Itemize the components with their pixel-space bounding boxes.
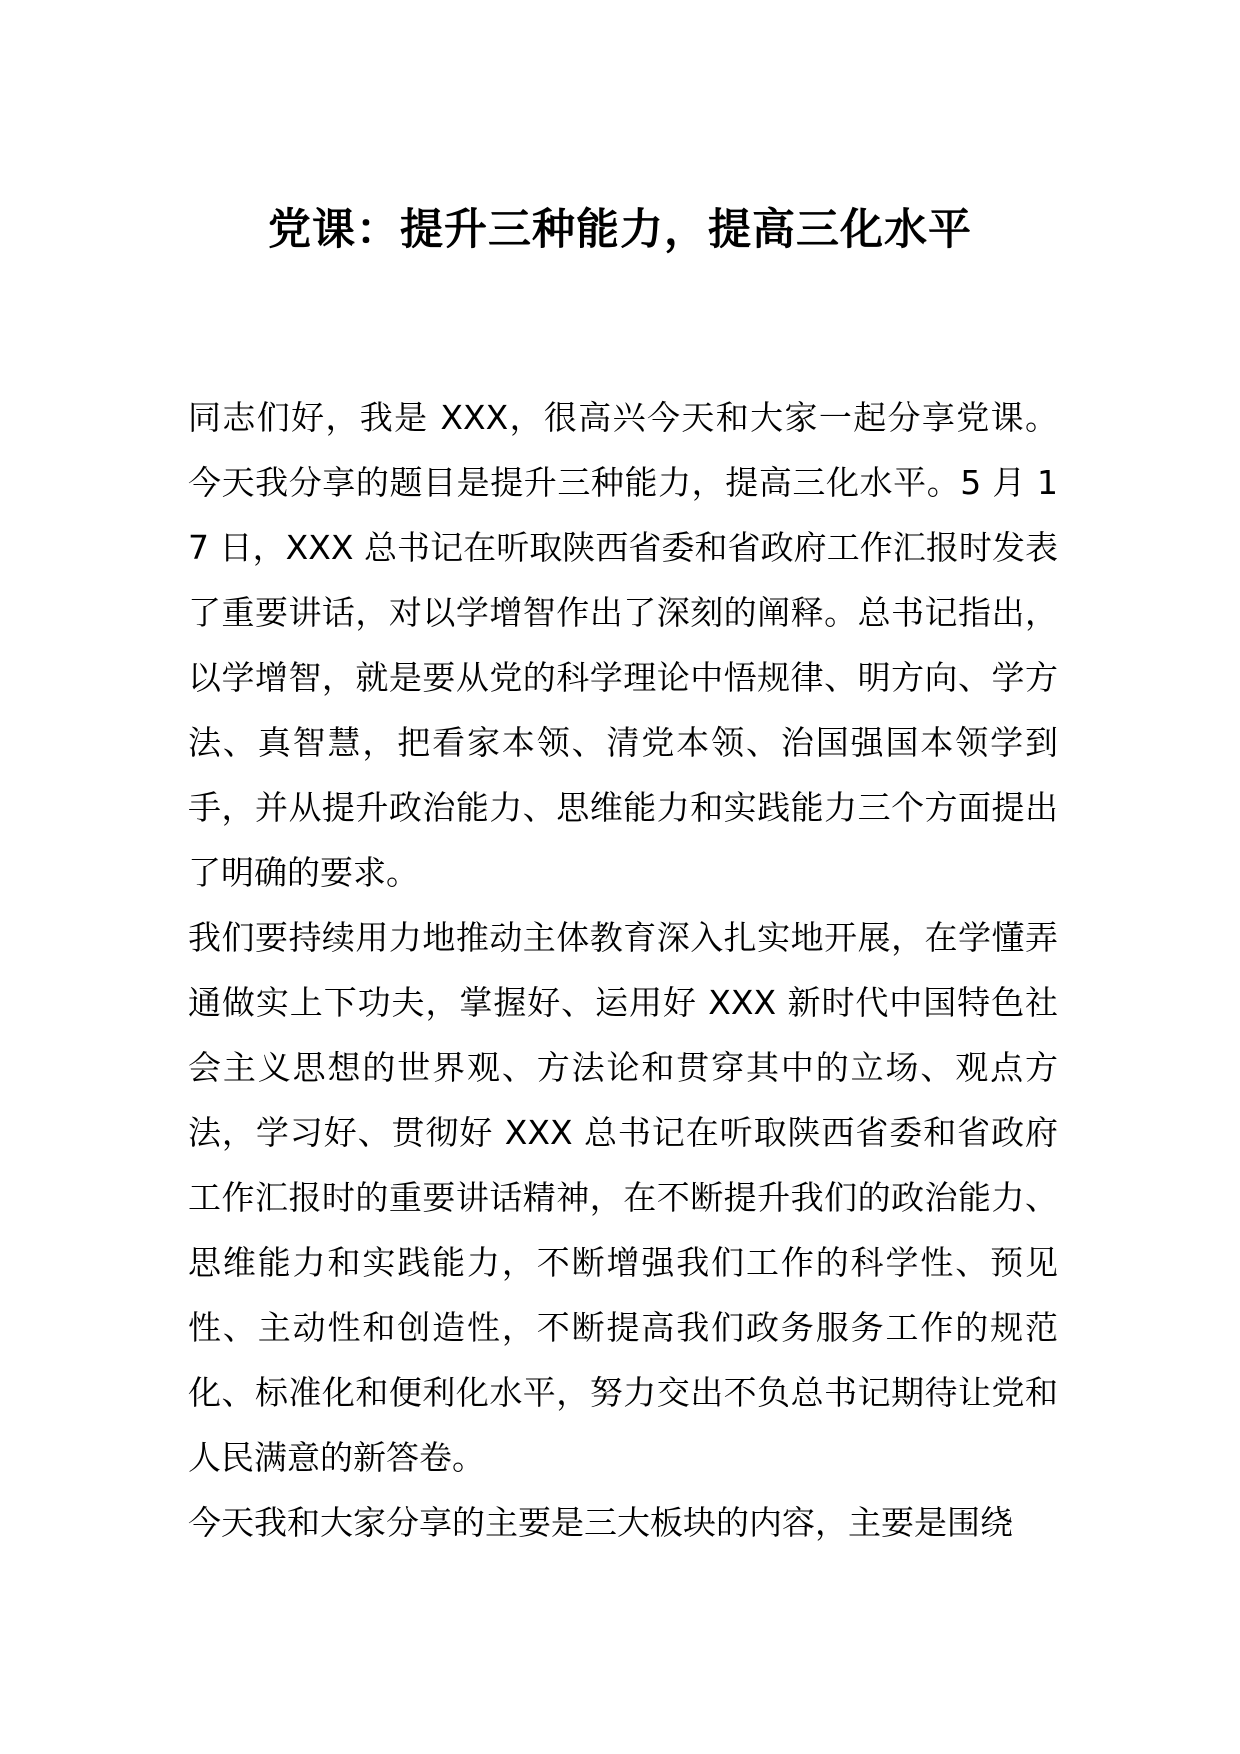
paragraph-commitment: 我们要持续用力地推动主体教育深入扎实地开展，在学懂弄通做实上下功夫，掌握好、运用好 XXX 新时代中国特色社会主义思想的世界观、方法论和贯穿其中的立场、观点方法，学习好、贯彻好 XXX 总书记在听取陕西省委和省政府工作汇报时的重要讲话精神，在不断提升我们的政治能力、思维能力和实践能力，不断增强我们工作的科学性、预见性、主动性和创造性，不断提高我们政务服务工作的规范化、标准化和便利化水平，努力交出不负总书记期待让党和人民满意的新答卷。 [188, 918, 1058, 1477]
paragraph-outline: 今天我和大家分享的主要是三大板块的内容，主要是围绕 [188, 1503, 1013, 1542]
document-title: 党课：提升三种能力，提高三化水平 [268, 205, 972, 255]
paragraph-intro: 同志们好，我是 XXX，很高兴今天和大家一起分享党课。今天我分享的题目是提升三种能力，提高三化水平。5 月 17 日，XXX 总书记在听取陕西省委和省政府工作汇报时发表了重要讲话，对以学增智作出了深刻的阐释。总书记指出，以学增智，就是要从党的科学理论中悟规律、明方向、学方法、真智慧，把看家本领、清党本领、治国强国本领学到手，并从提升政治能力、思维能力和实践能力三个方面提出了明确的要求。 [188, 398, 1058, 892]
document-body [188, 385, 1058, 1555]
